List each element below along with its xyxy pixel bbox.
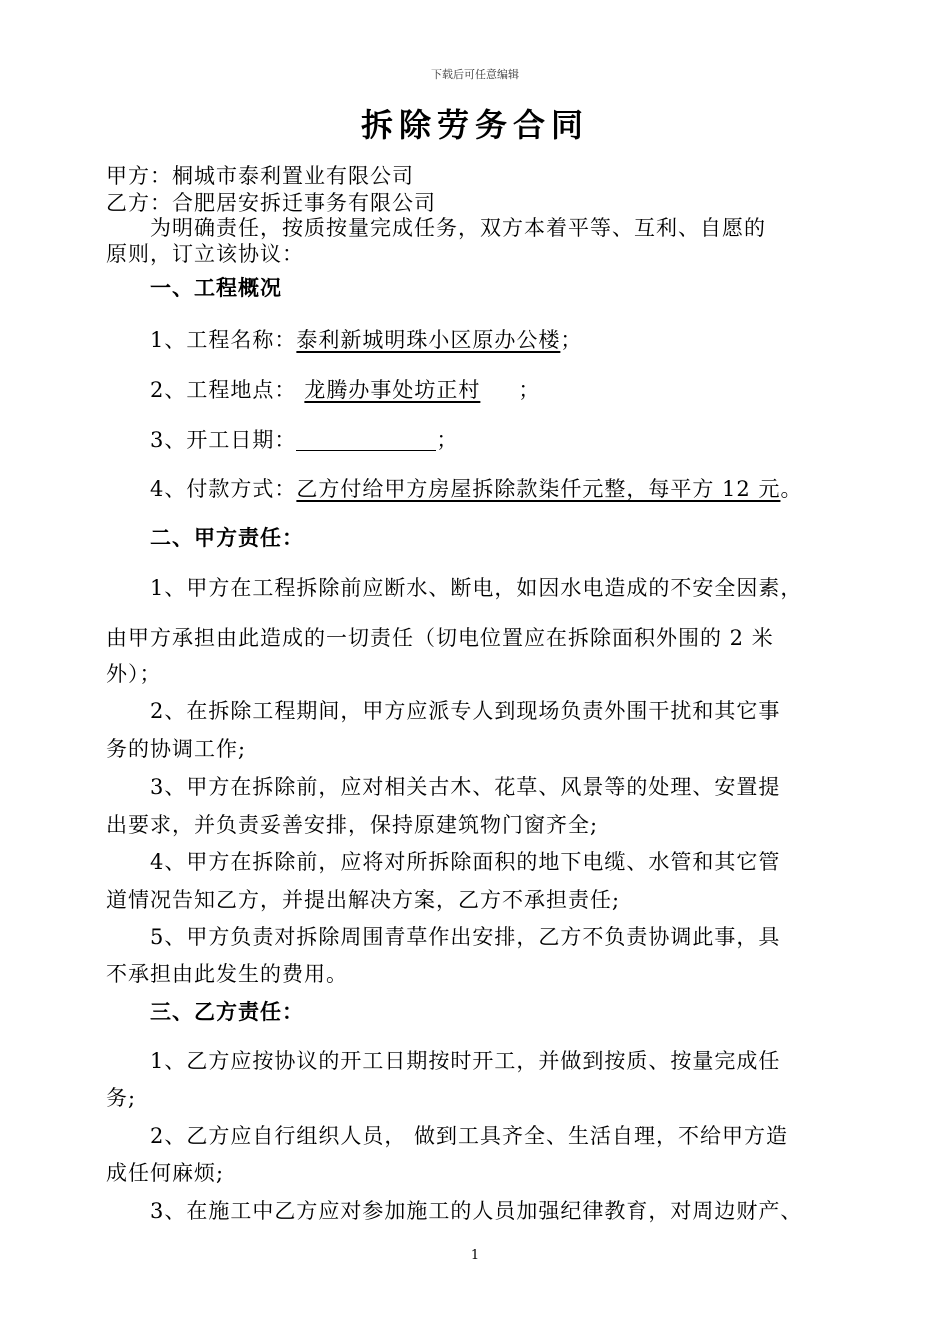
party-b: 乙方：合肥居安拆迁事务有限公司: [106, 191, 436, 215]
section-1-heading: 一、工程概况: [150, 275, 282, 300]
section-3-line: 成任何麻烦;: [106, 1161, 225, 1185]
header-note: 下载后可任意编辑: [431, 68, 519, 81]
project-site-label: 2、工程地点：: [150, 378, 297, 402]
document-title: 拆除劳务合同: [360, 106, 589, 144]
punctuation: ；: [560, 328, 583, 352]
start-date-label: 3、开工日期：: [150, 428, 297, 452]
start-date-line: [150, 424, 850, 454]
section-3-heading: 三、乙方责任：: [150, 999, 304, 1024]
intro-line-1: 为明确责任，按质按量完成任务，双方本着平等、互利、自愿的: [150, 216, 766, 240]
project-site-line: [150, 374, 850, 404]
project-name-value: 泰利新城明珠小区原办公楼: [296, 328, 561, 352]
payment-line: [150, 473, 850, 503]
page-number: 1: [470, 1248, 480, 1263]
section-2-line: 不承担由此发生的费用。: [106, 962, 348, 986]
project-site-value: 龙腾办事处坊正村: [304, 378, 481, 402]
section-2-line: 外）；: [106, 662, 162, 686]
section-2-line: 由甲方承担由此造成的一切责任（切电位置应在拆除面积外围的 2 米: [106, 626, 774, 650]
section-2-line: 3、甲方在拆除前，应对相关古木、花草、风景等的处理、安置提: [150, 775, 781, 799]
section-2-line: 5、甲方负责对拆除周围青草作出安排，乙方不负责协调此事，具: [150, 925, 781, 949]
intro-line-2: 原则，订立该协议：: [106, 242, 304, 266]
section-3-line: 3、在施工中乙方应对参加施工的人员加强纪律教育，对周边财产、: [150, 1199, 803, 1223]
section-3-line: 务;: [106, 1086, 137, 1110]
payment-value: 乙方付给甲方房屋拆除款柒仟元整，每平方 12 元: [296, 477, 781, 501]
section-2-line: 出要求，并负责妥善安排，保持原建筑物门窗齐全;: [106, 813, 599, 837]
start-date-blank: [296, 430, 436, 451]
payment-label: 4、付款方式：: [150, 477, 297, 501]
section-2-line: 务的协调工作;: [106, 737, 247, 761]
project-name-label: 1、工程名称：: [150, 328, 297, 352]
section-2-line: 道情况告知乙方，并提出解决方案，乙方不承担责任;: [106, 888, 621, 912]
section-2-line: 2、在拆除工程期间，甲方应派专人到现场负责外围干扰和其它事: [150, 699, 781, 723]
punctuation: 。: [780, 477, 803, 501]
project-name-line: [150, 324, 850, 354]
section-3-line: 1、乙方应按协议的开工日期按时开工，并做到按质、按量完成任: [150, 1049, 781, 1073]
punctuation: ；: [518, 378, 541, 402]
section-2-heading: 二、甲方责任：: [150, 525, 304, 550]
party-a: 甲方：桐城市泰利置业有限公司: [106, 164, 414, 188]
section-2-line: 4、甲方在拆除前，应将对所拆除面积的地下电缆、水管和其它管: [150, 850, 781, 874]
punctuation: ；: [436, 428, 459, 452]
section-3-line: 2、乙方应自行组织人员， 做到工具齐全、生活自理，不给甲方造: [150, 1124, 789, 1148]
section-2-line: 1、甲方在工程拆除前应断水、断电，如因水电造成的不安全因素，: [150, 576, 803, 600]
